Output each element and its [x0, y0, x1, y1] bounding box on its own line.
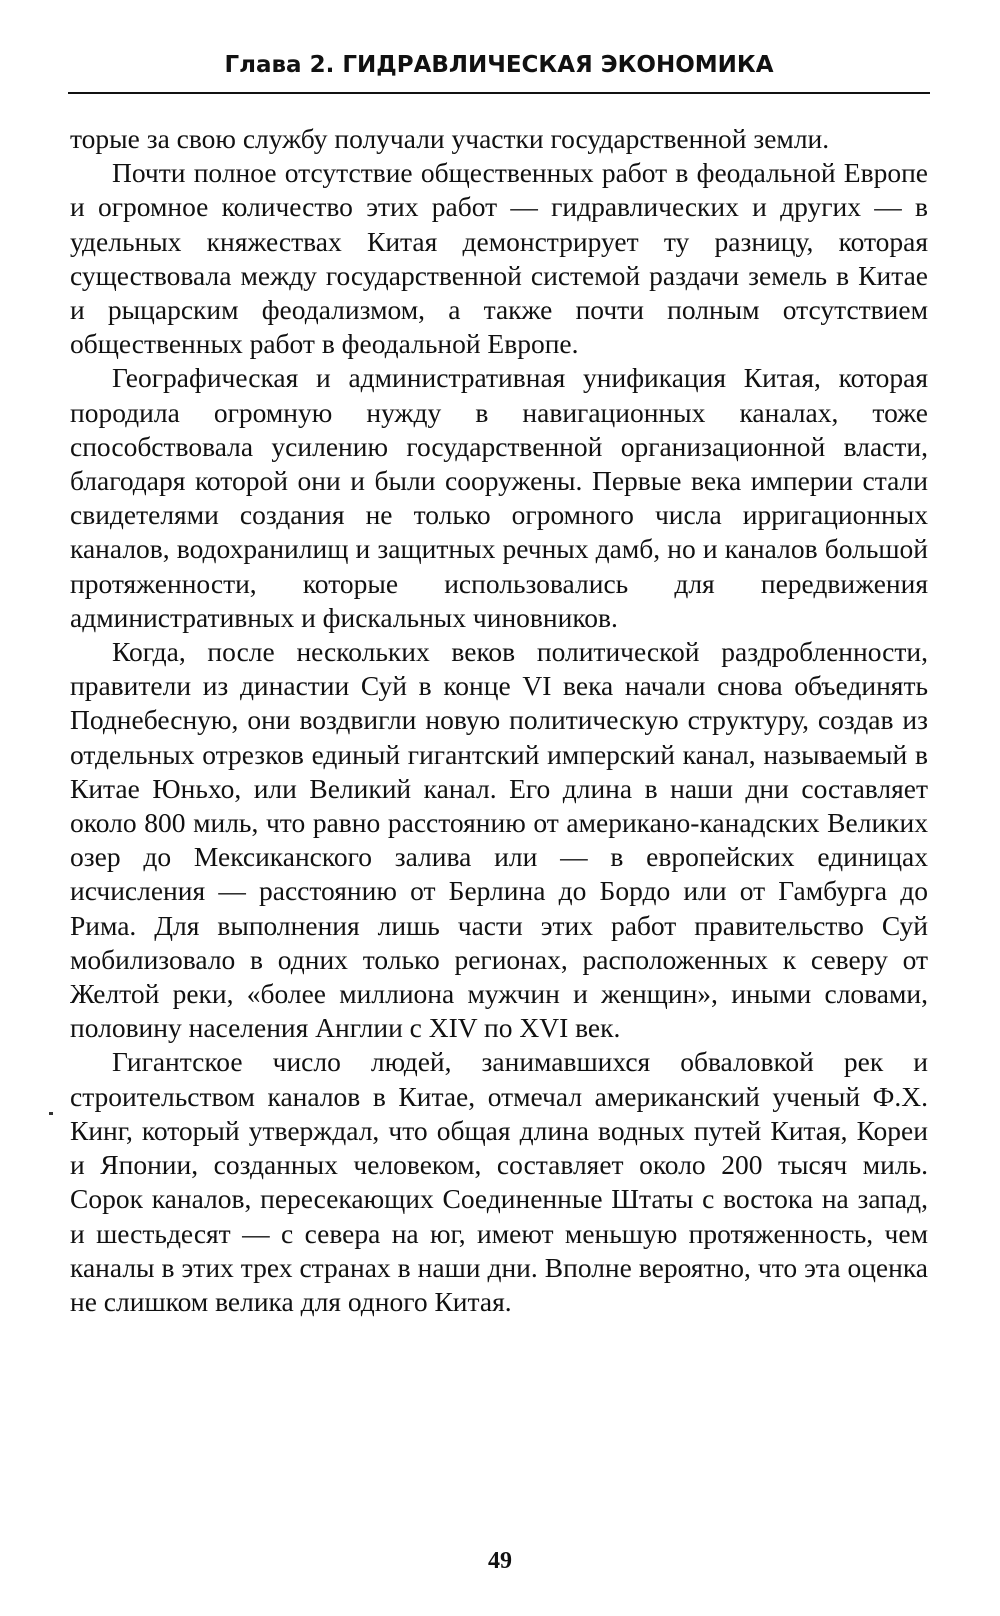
page-number: 49 — [488, 1548, 512, 1574]
margin-speck — [49, 1112, 53, 1115]
paragraph-waterways: Гигантское число людей, занимавшихся обваловкой рек и строительством каналов в Китае, отмечал американский ученый Ф.Х. Кинг, который утверждал, что общая длина водных путей Китая, Кореи и Японии, созданных человеком, составляет около 200 тысяч миль. Сорок каналов, пересекающих Соединенные Штаты с востока на запад, и шестьдесят — с севера на юг, имеют меньшую протяженность, чем каналы в этих трех странах в наши дни. Вполне вероятно, что эта оценка не слишком велика для одного Китая. — [70, 1046, 928, 1317]
paragraph-unification: Географическая и административная унификация Китая, которая породила огромную нужду в навигационных каналах, тоже способствовала усилению государственной организационной власти, благодаря которой они и были сооружены. Первые века империи стали свидетелями создания не только огромного числа ирригационных каналов, водохранилищ и защитных речных дамб, но и каналов большой протяженности, которые использовались для передвижения административных и фискальных чиновников. — [70, 362, 928, 633]
paragraph-public-works: Почти полное отсутствие общественных работ в феодальной Европе и огромное количество этих работ — гидравлических и других — в удельных княжествах Китая демонстрирует ту разницу, которая существовала между государственной системой раздачи земель в Китае и рыцарским феодализмом, а также почти полным отсутствием общественных работ в феодальной Европе. — [70, 157, 928, 360]
body-text — [70, 122, 928, 1319]
running-head: Глава 2. ГИДРАВЛИЧЕСКАЯ ЭКОНОМИКА — [224, 52, 774, 78]
paragraph-grand-canal: Когда, после нескольких веков политической раздробленности, правители из династии Суй в конце VI века начали снова объединять Поднебесную, они воздвигли новую политическую структуру, создав из отдельных отрезков единый гигантский имперский канал, называемый в Китае Юньхо, или Великий канал. Его длина в наши дни составляет около 800 миль, что равно расстоянию от американо-канадских Великих озер до Мексиканского залива или — в европейских единицах исчисления — расстоянию от Берлина до Бордо или от Гамбурга до Рима. Для выполнения лишь части этих работ правительство Суй мобилизовало в одних только регионах, расположенных к северу от Желтой реки, «более миллиона мужчин и женщин», иными словами, половину населения Англии с XIV по XVI век. — [70, 636, 928, 1044]
header-rule — [68, 92, 930, 94]
paragraph-continuation: торые за свою службу получали участки государственной земли. — [70, 123, 830, 154]
